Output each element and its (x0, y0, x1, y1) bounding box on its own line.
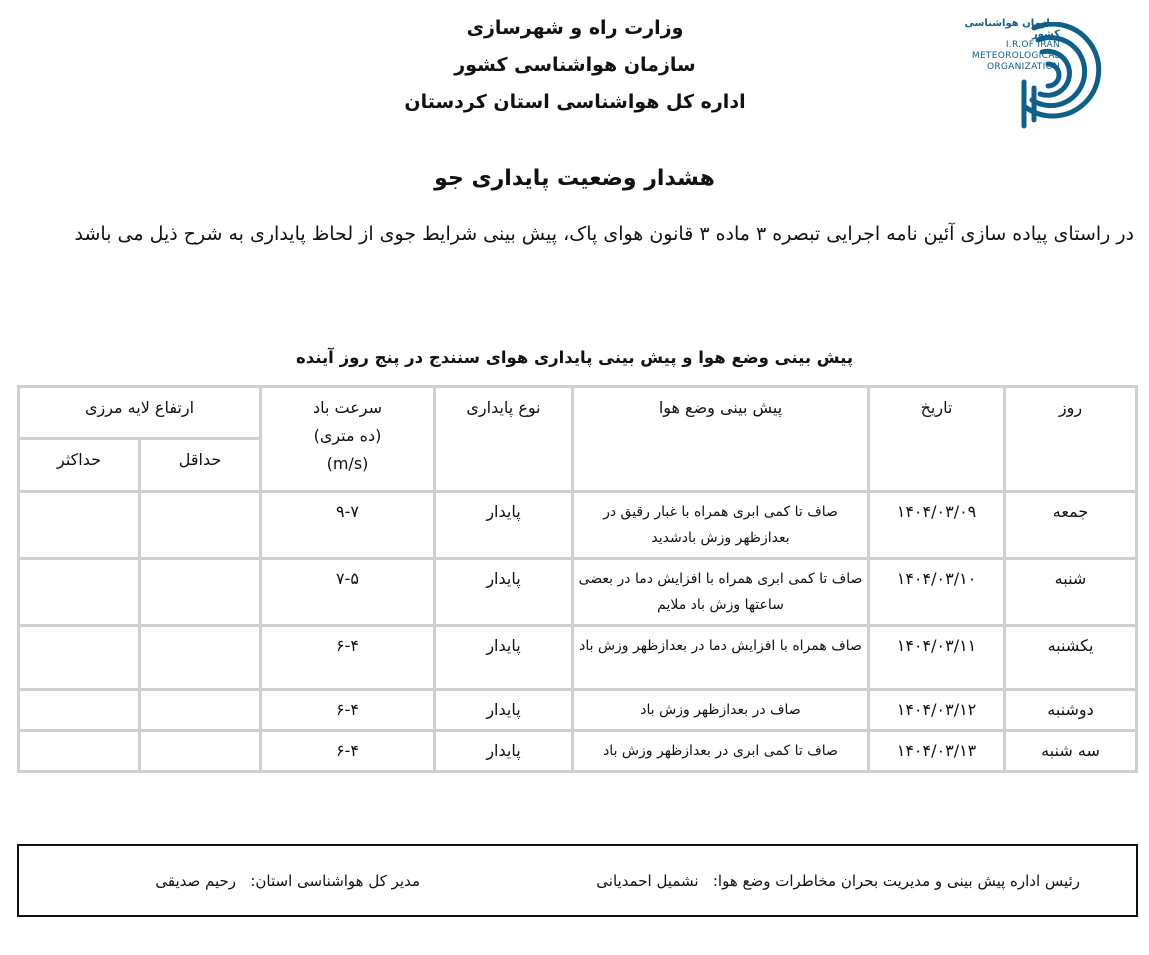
col-header-max: حداکثر (19, 439, 140, 492)
wind-header-sub: (ده متری) (313, 426, 382, 445)
cell-wind: ۶-۴ (261, 731, 435, 772)
cell-stability: پایدار (435, 492, 573, 559)
logo-en-line-2: METEOROLOGICAL (971, 51, 1060, 61)
table-row (19, 559, 1137, 626)
cell-day: شنبه (1005, 559, 1137, 626)
page-title: هشدار وضعیت پایداری جو (434, 166, 715, 191)
table-row (19, 492, 1137, 559)
cell-weather: صاف در بعدازظهر وزش باد (573, 690, 869, 731)
cell-wind: ۹-۷ (261, 492, 435, 559)
intro-paragraph: در راستای پیاده سازی آئین نامه اجرایی تبصره ۳ ماده ۳ قانون هوای پاک، پیش بینی شرایط جوی از لحاظ پایداری به شرح ذیل می باشد (74, 223, 1134, 245)
col-header-weather: پیش بینی وضع هوا (573, 387, 869, 492)
cell-date: ۱۴۰۴/۰۳/۱۲ (869, 690, 1005, 731)
forecast-head-title: رئیس اداره پیش بینی و مدیریت بحران مخاطرات وضع هوا: (712, 872, 1080, 890)
director-signature (155, 872, 420, 890)
cell-min (140, 492, 261, 559)
cell-min (140, 559, 261, 626)
ministry-header (360, 10, 790, 121)
organization-logo (950, 12, 1120, 132)
col-header-wind (261, 387, 435, 492)
forecast-table (17, 385, 1138, 773)
cell-weather: صاف تا کمی ابری همراه با افزایش دما در بعضی ساعتها وزش باد ملایم (573, 559, 869, 626)
cell-weather: صاف تا کمی ابری در بعدازظهر وزش باد (573, 731, 869, 772)
cell-min (140, 731, 261, 772)
table-row (19, 626, 1137, 690)
col-header-min: حداقل (140, 439, 261, 492)
header-ministry: وزارت راه و شهرسازی (466, 17, 684, 39)
col-header-boundary-layer: ارتفاع لایه مرزی (19, 387, 261, 439)
director-title: مدیر کل هواشناسی استان: (250, 872, 420, 890)
cell-date: ۱۴۰۴/۰۳/۱۳ (869, 731, 1005, 772)
cell-date: ۱۴۰۴/۰۳/۱۰ (869, 559, 1005, 626)
cell-date: ۱۴۰۴/۰۳/۰۹ (869, 492, 1005, 559)
logo-fa-text: سازمان هواشناسی کشور (964, 18, 1060, 40)
cell-day: دوشنبه (1005, 690, 1137, 731)
cell-stability: پایدار (435, 731, 573, 772)
cell-weather: صاف همراه با افزایش دما در بعدازظهر وزش باد (573, 626, 869, 690)
table-header-row (19, 387, 1137, 439)
cell-wind: ۷-۵ (261, 559, 435, 626)
header-organization: سازمان هواشناسی کشور (454, 54, 696, 76)
col-header-day: روز (1005, 387, 1137, 492)
cell-stability: پایدار (435, 626, 573, 690)
col-header-stability: نوع پایداری (435, 387, 573, 492)
meteorological-emblem-icon (1020, 22, 1112, 134)
signature-box (17, 844, 1138, 917)
cell-min (140, 626, 261, 690)
cell-wind: ۶-۴ (261, 626, 435, 690)
cell-stability: پایدار (435, 559, 573, 626)
wind-header-unit: (m/s) (326, 454, 369, 473)
header-provincial-office: اداره کل هواشناسی استان کردستان (404, 91, 746, 113)
cell-day: جمعه (1005, 492, 1137, 559)
cell-weather: صاف تا کمی ابری همراه با غبار رقیق در بعدازظهر وزش بادشدید (573, 492, 869, 559)
forecast-head-name: نشمیل احمدیانی (596, 872, 699, 890)
cell-stability: پایدار (435, 690, 573, 731)
cell-wind: ۶-۴ (261, 690, 435, 731)
wind-header-label: سرعت باد (312, 398, 383, 417)
table-row (19, 690, 1137, 731)
logo-en-line-3: ORGANIZATION (986, 62, 1060, 72)
table-title: پیش بینی وضع هوا و پیش بینی پایداری هوای سنندج در پنج روز آینده (295, 348, 854, 367)
logo-en-line-1: I.R.OF IRAN (1005, 40, 1060, 50)
forecast-head-signature (596, 872, 1080, 890)
director-name: رحیم صدیقی (155, 872, 237, 890)
col-header-date: تاریخ (869, 387, 1005, 492)
cell-max (19, 731, 140, 772)
cell-max (19, 690, 140, 731)
cell-min (140, 690, 261, 731)
table-row (19, 731, 1137, 772)
cell-max (19, 492, 140, 559)
cell-day: سه شنبه (1005, 731, 1137, 772)
cell-day: یکشنبه (1005, 626, 1137, 690)
cell-max (19, 559, 140, 626)
cell-max (19, 626, 140, 690)
cell-date: ۱۴۰۴/۰۳/۱۱ (869, 626, 1005, 690)
